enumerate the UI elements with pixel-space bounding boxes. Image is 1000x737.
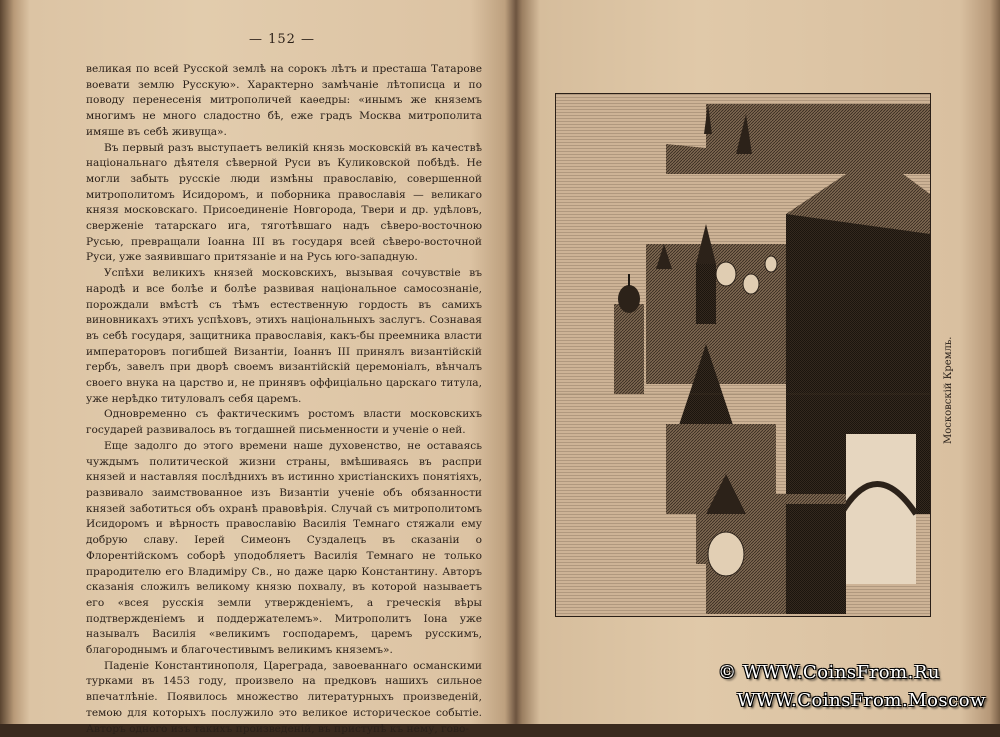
watermark-line-2: WWW.CoinsFrom.Moscow [737, 690, 986, 711]
page-number: — 152 — [248, 32, 316, 47]
engraving-illustration [556, 94, 930, 616]
plate-caption: Московскій Кремль. [943, 336, 954, 444]
paragraph-5: Еще задолго до этого времени наше духовенство, не оставаясь чуждымъ политической жизни страны, вмѣшиваясь въ распри князей и наставляя послѣднихъ въ истинно христіанскихъ понятіяхъ, развивало заимствованное изъ Византіи ученіе объ обязанности князей заботиться объ охранѣ правовѣрія. Случай съ митрополитомъ Исидоромъ и вѣрность православію Василія Темнаго стяжали ему добрую славу. Іерей Симеонъ Суздалецъ въ сказаніи о Флорентійскомъ соборѣ уподобляетъ Василія Темнаго не только прародителю его Владиміру Св., но даже царю Константину. Авторъ сказанія сложилъ великому князю похвалу, въ которой называетъ его «всея русскія земли утвержденіемъ, а греческія вѣры подтвержденіемъ и поддержателемъ». Митрополитъ Іона уже называлъ Василія «великимъ господаремъ, царемъ русскимъ, благороднымъ и благочестивымъ великимъ княземъ». [86, 439, 482, 657]
paragraph-1: великая по всей Русской землѣ на сорокъ лѣтъ и престаша Татарове воевати землю Русскую». Характерно замѣчаніе лѣтописца и по поводу перенесенія митрополичей каѳедры: «инымъ же княземъ многимъ не много сладостно бѣ, еже градъ Москва митрополита имяше въ себѣ живуща». [86, 63, 482, 138]
paragraph-6: Паденіе Константинополя, Цареграда, завоеваннаго османскими турками въ 1453 году, произвело на предковъ нашихъ сильное впечатлѣніе. Появилось множество литературныхъ произведеній, темою для которыхъ послужило это великое историческое событіе. Авторъ одного изъ такихъ произведеній, въ приступѣ къ нему, гово- [86, 659, 482, 735]
left-page [62, 28, 502, 735]
paragraph-2: Въ первый разъ выступаетъ великій князь московскій въ качествѣ національнаго дѣятеля сѣверной Руси въ Куликовской побѣдѣ. Не могли забыть русскіе люди измѣны православію, совершенной митрополитомъ Исидоромъ, и поборника православія — великаго князя московскаго. Присоединеніе Новгорода, Твери и др. удѣловъ, свержeніе татарскаго ига, тяготѣвшаго надъ сѣверо-восточною Русью, превращали Іоанна III въ государя всей сѣверо-восточной Руси, уже заявившаго притязаніе и на Русь юго-западную. [86, 141, 482, 264]
right-page [525, 10, 995, 720]
page-text [86, 62, 482, 737]
watermark-line-1: © WWW.CoinsFrom.Ru [718, 662, 940, 683]
paragraph-3: Успѣхи великихъ князей московскихъ, вызывая сочувствіе въ народѣ и все болѣе и болѣе развивая національное самосознаніе, порождали вмѣстѣ съ тѣмъ естественную гордость въ самихъ виновникахъ этихъ успѣховъ, этихъ національныхъ заслугъ. Сознавая въ себѣ государя, защитника православія, какъ-бы преемника власти императоровъ погибшей Византіи, Іоаннъ III принялъ византійскій гербъ, завелъ при дворѣ своемъ византійскій церемоніалъ, вѣнчалъ своего внука на царство и, не принявъ оффиціально царскаго титула, уже нерѣдко титуловалъ себя царемъ. [86, 267, 482, 405]
kremlin-engraving [555, 93, 931, 617]
paragraph-4: Одновременно съ фактическимъ ростомъ власти московскихъ государей развивалось въ тогдашней письменности и ученіе о ней. [86, 408, 482, 437]
